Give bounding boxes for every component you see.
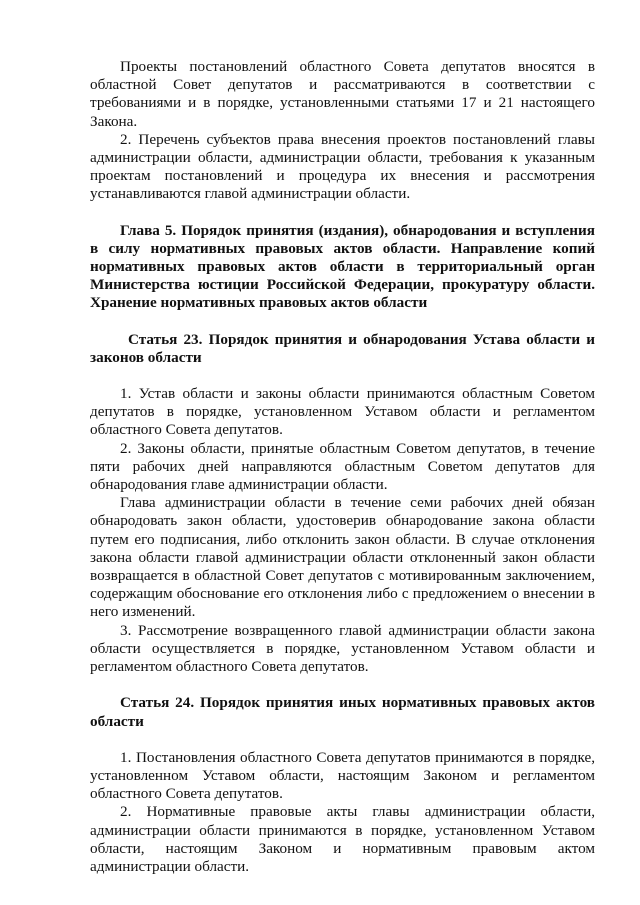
intro-paragraph-2: 2. Перечень субъектов права внесения проектов постановлений главы администрации области, администрации области, требования к указанным проектам постановлений и процедура их внесения и рассмотрения устанавливаются главой администрации области. <box>90 130 595 203</box>
article-23-heading: Статья 23. Порядок принятия и обнародования Устава области и законов области <box>90 330 595 366</box>
spacer <box>90 731 595 749</box>
spacer <box>90 367 595 385</box>
article-23-paragraph-3: Глава администрации области в течение семи рабочих дней обязан обнародовать закон области, удостоверив обнародование закона области путем его подписания, либо отклонить закон области. В случае отклонения закона области главой администрации области отклоненный закон области возвращается в областной Совет депутатов с мотивированным заключением, содержащим обоснование его отклонения либо с предложением о внесении в него изменений. <box>90 494 595 621</box>
spacer <box>90 676 595 694</box>
intro-paragraph-1: Проекты постановлений областного Совета депутатов вносятся в областной Совет депутатов и рассматриваются в соответствии с требованиями и в порядке, установленными статьями 17 и 21 настоящего Закона. <box>90 58 595 130</box>
article-23-paragraph-2: 2. Законы области, принятые областным Советом депутатов, в течение пяти рабочих дней направляются областным Советом депутатов для обнародования главе администрации области. <box>90 439 595 494</box>
article-24-heading: Статья 24. Порядок принятия иных нормативных правовых актов области <box>90 694 595 730</box>
article-23-paragraph-4: 3. Рассмотрение возвращенного главой администрации области закона области осуществляется в порядке, установленном Уставом области и регламентом областного Совета депутатов. <box>90 621 595 676</box>
chapter-5-heading: Глава 5. Порядок принятия (издания), обнародования и вступления в силу нормативных правовых актов области. Направление копий нормативных правовых актов области в территориальный орган Министерства юстиции Российской Федерации, прокуратуру области. Хранение нормативных правовых актов области <box>90 221 595 312</box>
spacer <box>90 313 595 331</box>
document-page <box>90 58 595 876</box>
spacer <box>90 204 595 222</box>
article-23-paragraph-1: 1. Устав области и законы области принимаются областным Советом депутатов в порядке, установленном Уставом области и регламентом областного Совета депутатов. <box>90 385 595 439</box>
article-24-paragraph-2: 2. Нормативные правовые акты главы администрации области, администрации области принимаются в порядке, установленном Уставом области, настоящим Законом и нормативным правовым актом администрации области. <box>90 803 595 875</box>
article-24-paragraph-1: 1. Постановления областного Совета депутатов принимаются в порядке, установленном Уставом области, настоящим Законом и регламентом областного Совета депутатов. <box>90 748 595 803</box>
